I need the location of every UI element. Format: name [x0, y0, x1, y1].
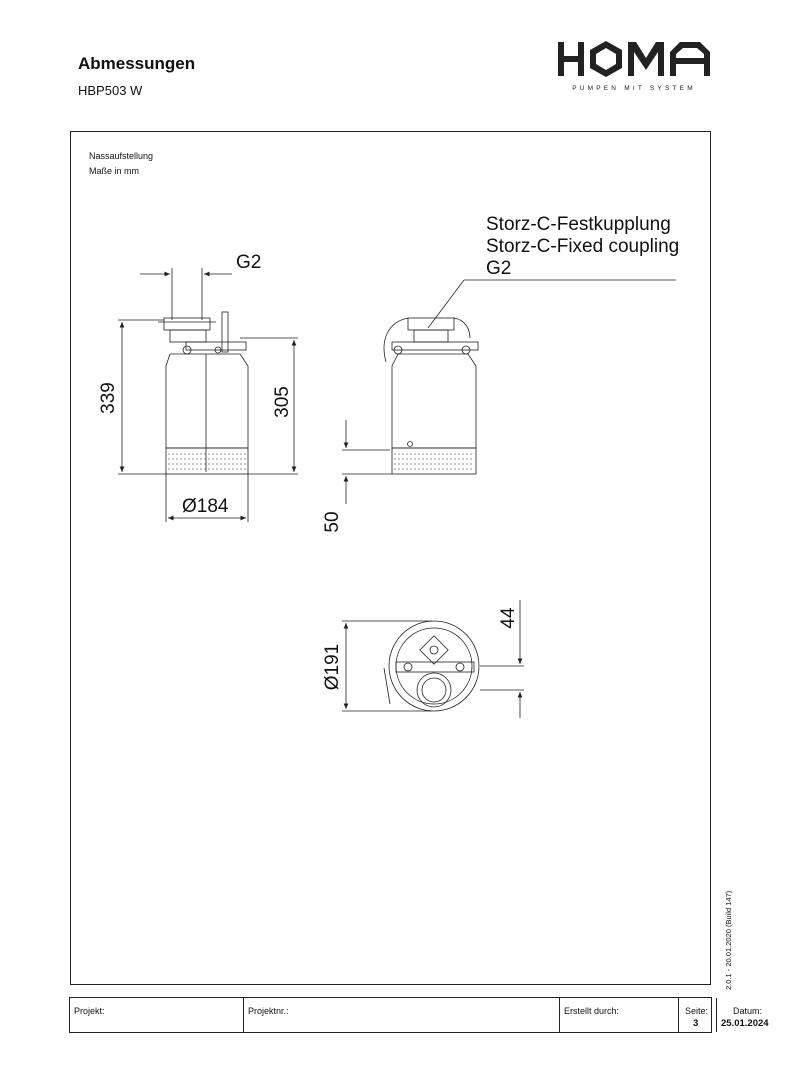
dim-height-total: 339	[98, 382, 119, 414]
dim-inlet-height: 50	[322, 511, 343, 533]
coupling-label-size: G2	[486, 258, 512, 279]
footer-datum	[717, 998, 811, 1032]
dim-offset: 44	[498, 607, 519, 629]
footer-erstellt	[560, 998, 679, 1032]
coupling-label-en: Storz-C-Fixed coupling	[486, 236, 680, 257]
top-view	[342, 600, 524, 718]
title-block	[69, 997, 769, 1033]
side-view	[342, 280, 676, 504]
datum-label: Datum:	[733, 1006, 763, 1016]
projektnr-label: Projektnr.:	[248, 1006, 289, 1016]
footer-projekt	[70, 998, 244, 1032]
model-name: HBP503 W	[78, 83, 143, 98]
seite-value: 3	[693, 1018, 699, 1029]
installation-note: Nassaufstellung	[89, 151, 154, 161]
front-view	[118, 268, 298, 522]
logo-tagline: PUMPEN MIT SYSTEM	[572, 85, 696, 92]
erstellt-label: Erstellt durch:	[564, 1006, 620, 1016]
build-info: 2.0.1 - 20.01.2020 (Build 147)	[724, 890, 733, 990]
dim-height-body: 305	[272, 386, 293, 418]
dim-g2: G2	[236, 252, 262, 273]
page-title: Abmessungen	[78, 54, 196, 73]
footer-projektnr	[244, 998, 560, 1032]
units-note: Maße in mm	[89, 166, 140, 176]
coupling-label-de: Storz-C-Festkupplung	[486, 214, 671, 235]
footer-seite	[679, 998, 717, 1032]
projekt-label: Projekt:	[74, 1006, 105, 1016]
seite-label: Seite:	[685, 1006, 709, 1016]
dim-diameter-base: Ø184	[182, 496, 229, 517]
datum-value: 25.01.2024	[721, 1018, 769, 1029]
dim-diameter-top: Ø191	[322, 643, 343, 691]
